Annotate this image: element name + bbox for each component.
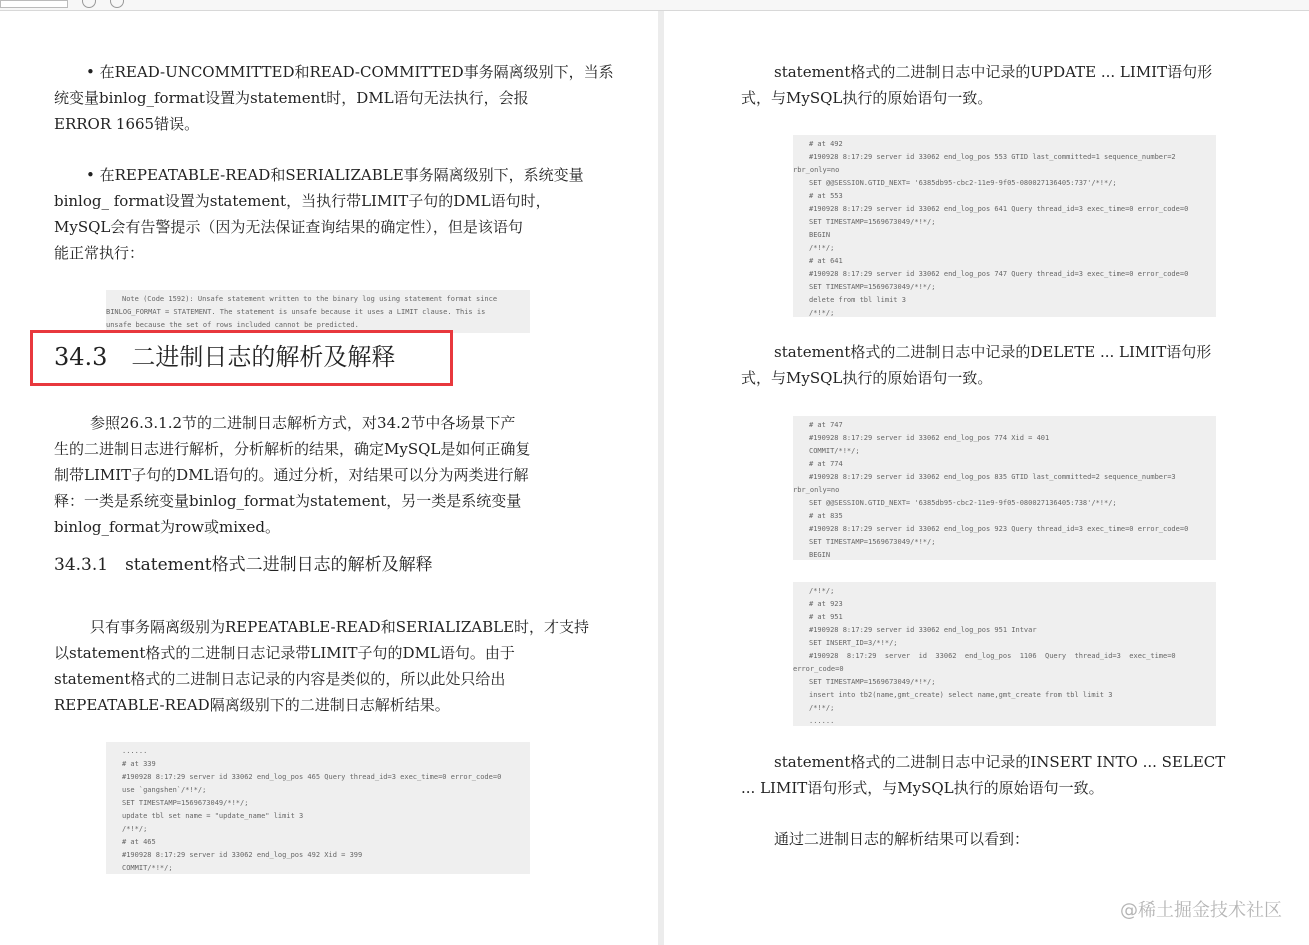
code-line: /*!*/; [122,825,148,833]
code-line: insert into tb2(name,gmt_create) select name,gmt_create from tbl limit 3 [809,691,1113,699]
code-line: /*!*/; [809,309,835,317]
code-line: ...... [122,747,148,755]
nav-back-icon[interactable] [82,0,96,8]
para2-line1: 只有事务隔离级别为REPEATABLE-READ和SERIALIZABLE时，才支持 [90,618,590,636]
code-line: #190928 8:17:29 server id 33062 end_log_pos 747 Query thread_id=3 exec_time=0 error_code=0 [809,270,1189,278]
code-line: SET TIMESTAMP=1569673049/*!*/; [809,283,936,291]
insert-desc-line1: statement格式的二进制日志中记录的INSERT INTO ... SELECT [774,753,1226,771]
viewer-toolbar [0,0,1309,11]
code-line: # at 835 [809,512,843,520]
insert-code-block [793,582,1216,726]
code-line: /*!*/; [809,587,835,595]
bullet1-line1: • 在READ-UNCOMMITTED和READ-COMMITTED事务隔离级别下，当系 [86,63,614,81]
final-line: 通过二进制日志的解析结果可以看到： [774,830,1030,848]
code-line: BINLOG_FORMAT = STATEMENT. The statement is unsafe because it uses a LIMIT clause. This is [106,308,486,316]
update-code-block [106,742,530,874]
code-line: SET @@SESSION.GTID_NEXT= '6385db95-cbc2-11e9-9f05-080027136405:737'/*!*/; [809,179,1117,187]
nav-forward-icon[interactable] [110,0,124,8]
intro-line4: 释：一类是系统变量binlog_format为statement，另一类是系统变量 [54,492,522,510]
code-line: # at 951 [809,613,843,621]
para2-line2: 以statement格式的二进制日志记录带LIMIT子句的DML语句。由于 [54,644,515,662]
watermark: @稀土掘金技术社区 [1120,900,1282,921]
delete-code-block [793,135,1216,317]
code-line: # at 465 [122,838,156,846]
code-line: SET TIMESTAMP=1569673049/*!*/; [809,218,936,226]
code-line: COMMIT/*!*/; [809,447,860,455]
code-line: # at 747 [809,421,843,429]
code-line: #190928 8:17:29 server id 33062 end_log_pos 923 Query thread_id=3 exec_time=0 error_code=0 [809,525,1189,533]
code-line: use `gangshen`/*!*/; [122,786,207,794]
code-line: # at 492 [809,140,843,148]
code-line: BEGIN [809,231,831,239]
code-line: #190928 8:17:29 server id 33062 end_log_pos 835 GTID last_committed=2 sequence_number=3 [809,473,1176,481]
toolbar-input[interactable] [0,0,68,8]
code-line: # at 339 [122,760,156,768]
code-line: rbr_only=no [793,166,840,174]
code-line: error_code=0 [793,665,844,673]
code-line: /*!*/; [809,704,835,712]
code-line: SET @@SESSION.GTID_NEXT= '6385db95-cbc2-11e9-9f05-080027136405:738'/*!*/; [809,499,1117,507]
commit-code-block [793,416,1216,560]
code-line: /*!*/; [809,244,835,252]
code-line: #190928 8:17:29 server id 33062 end_log_pos 492 Xid = 399 [122,851,363,859]
code-line: SET TIMESTAMP=1569673049/*!*/; [809,678,936,686]
intro-line5: binlog_format为row或mixed。 [54,518,280,536]
bullet2-line4: 能正常执行： [54,244,145,262]
code-line: #190928 8:17:29 server id 33062 end_log_pos 553 GTID last_committed=1 sequence_number=2 [809,153,1176,161]
code-line: SET INSERT_ID=3/*!*/; [809,639,898,647]
code-line: #190928 8:17:29 server id 33062 end_log_pos 1106 Query thread_id=3 exec_time=0 [809,652,1176,660]
delete-desc-line2: 式，与MySQL执行的原始语句一致。 [741,369,993,387]
bullet1-line3: ERROR 1665错误。 [54,115,200,133]
code-line: BEGIN [809,551,831,559]
code-line: # at 641 [809,257,843,265]
update-desc-line2: 式，与MySQL执行的原始语句一致。 [741,89,993,107]
subsection-heading: 34.3.1 statement格式二进制日志的解析及解释 [54,555,433,575]
code-line: #190928 8:17:29 server id 33062 end_log_pos 774 Xid = 401 [809,434,1050,442]
code-line: #190928 8:17:29 server id 33062 end_log_pos 465 Query thread_id=3 exec_time=0 error_code=0 [122,773,502,781]
code-line: # at 774 [809,460,843,468]
para2-line3: statement格式的二进制日志记录的内容是类似的，所以此处只给出 [54,670,506,688]
code-line: rbr_only=no [793,486,840,494]
section-heading: 34.3 二进制日志的解析及解释 [54,343,396,371]
insert-desc-line2: ... LIMIT语句形式，与MySQL执行的原始语句一致。 [741,779,1104,797]
para2-line4: REPEATABLE-READ隔离级别下的二进制日志解析结果。 [54,696,450,714]
code-line: #190928 8:17:29 server id 33062 end_log_pos 641 Query thread_id=3 exec_time=0 error_code=0 [809,205,1189,213]
code-line: Note (Code 1592): Unsafe statement written to the binary log using statement format since [122,295,498,303]
intro-line2: 生的二进制日志进行解析，分析解析的结果，确定MySQL是如何正确复 [54,440,531,458]
code-line: # at 553 [809,192,843,200]
code-line: update tbl set name = "update_name" limit 3 [122,812,304,820]
bullet2-line2: binlog_ format设置为statement，当执行带LIMIT子句的DML语句时， [54,192,551,210]
bullet1-line2: 统变量binlog_format设置为statement时，DML语句无法执行，会报 [54,89,529,107]
code-line: unsafe because the set of rows included cannot be predicted. [106,321,359,329]
code-line: delete from tbl limit 3 [809,296,906,304]
code-line: #190928 8:17:29 server id 33062 end_log_pos 951 Intvar [809,626,1037,634]
code-line: COMMIT/*!*/; [122,864,173,872]
bullet2-line1: • 在REPEATABLE-READ和SERIALIZABLE事务隔离级别下，系统变量 [86,166,584,184]
bullet2-line3: MySQL会有告警提示（因为无法保证查询结果的确定性），但是该语句 [54,218,523,236]
code-line: ...... [809,717,835,725]
intro-line1: 参照26.3.1.2节的二进制日志解析方式，对34.2节中各场景下产 [90,414,516,432]
intro-line3: 制带LIMIT子句的DML语句的。通过分析，对结果可以分为两类进行解 [54,466,529,484]
code-line: # at 923 [809,600,843,608]
code-line: SET TIMESTAMP=1569673049/*!*/; [122,799,249,807]
delete-desc-line1: statement格式的二进制日志中记录的DELETE ... LIMIT语句形 [774,343,1212,361]
code-line: SET TIMESTAMP=1569673049/*!*/; [809,538,936,546]
note-code-block [106,290,530,333]
update-desc-line1: statement格式的二进制日志中记录的UPDATE ... LIMIT语句形 [774,63,1213,81]
